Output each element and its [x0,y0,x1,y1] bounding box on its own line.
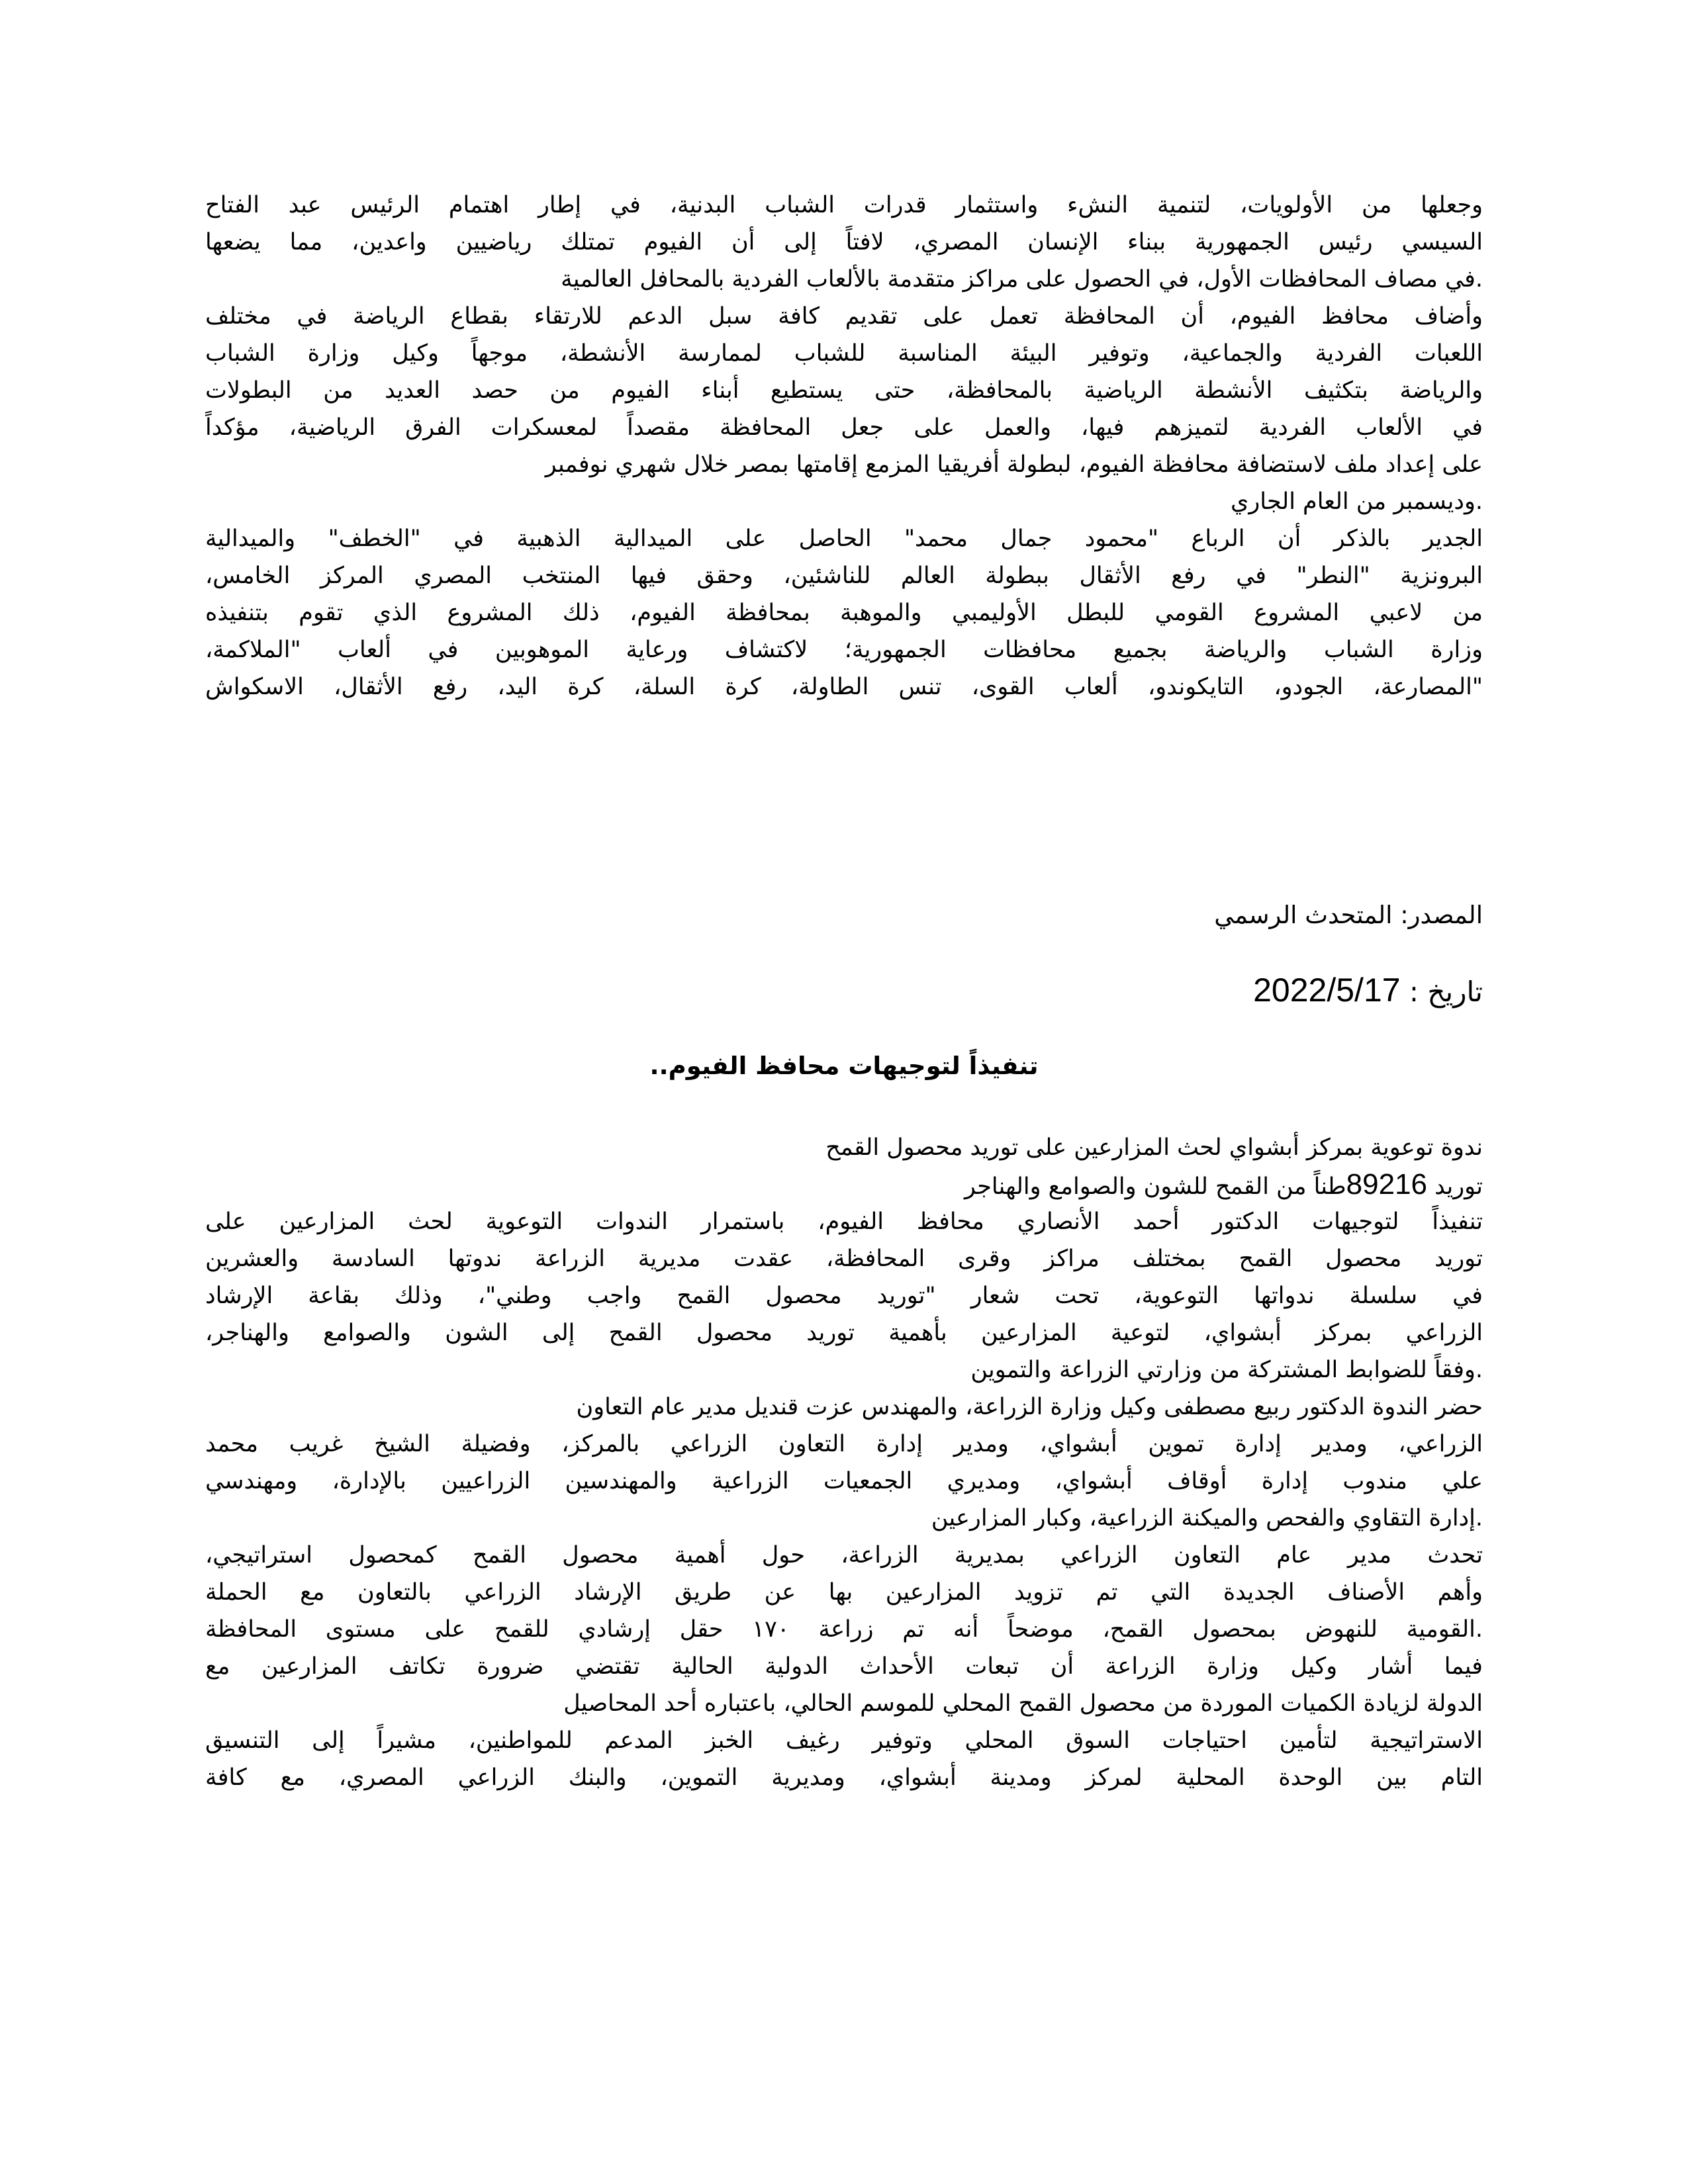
paragraph-line: "المصارعة، الجودو، التايكوندو، ألعاب القوى، تنس الطاولة، كرة السلة، كرة اليد، رفع الأثقال، الاسكواش [205,674,1483,700]
paragraph-line: توريد محصول القمح بمختلف مراكز وقرى المحافظة، عقدت مديرية الزراعة ندوتها السادسة والعشرين [205,1246,1483,1272]
paragraph-line: في الألعاب الفردية لتميزهم فيها، والعمل على جعل المحافظة مقصداً لمعسكرات الفرق الرياضية، مؤكداً [205,414,1483,441]
supply-suffix: طناً من القمح للشون والصوامع والهناجر [964,1173,1346,1200]
supply-prefix: توريد [1434,1173,1483,1200]
headline: تنفيذاً لتوجيهات محافظ الفيوم.. [649,1052,1039,1080]
paragraph-line: البرونزية "النطر" في رفع الأثقال ببطولة العالم للناشئين، وحقق فيها المنتخب المصري المركز الخامس، [205,563,1483,589]
paragraph-line: والرياضة بتكثيف الأنشطة الرياضية بالمحافظة، حتى يستطيع أبناء الفيوم من حصد العديد من البطولات [205,377,1483,404]
paragraph-line: الزراعي، ومدير إدارة تموين أبشواي، ومدير إدارة التعاون الزراعي بالمركز، وفضيلة الشيخ غريب محمد [205,1431,1483,1457]
paragraph-line: الزراعي بمركز أبشواي، لتوعية المزارعين بأهمية توريد محصول القمح إلى الشون والصوامع والهناجر، [205,1320,1483,1346]
paragraph-line: في سلسلة ندواتها التوعوية، تحت شعار "توريد محصول القمح واجب وطني"، وذلك بقاعة الإرشاد [205,1283,1483,1309]
paragraph-line: وجعلها من الأولويات، لتنمية النشء واستثمار قدرات الشباب البدنية، في إطار اهتمام الرئيس عبد الفتاح [205,192,1483,218]
paragraph-line: علي مندوب إدارة أوقاف أبشواي، ومديري الجمعيات الزراعية والمهندسين الزراعيين بالإدارة، ومهندسي [205,1468,1483,1494]
source-credit: المصدر: المتحدث الرسمي [1214,901,1483,929]
paragraph-line: التام بين الوحدة المحلية لمركز ومدينة أبشواي، ومديرية التموين، والبنك الزراعي المصري، مع كافة [205,1764,1483,1791]
article-body [205,1129,1483,1796]
paragraph-line: حضر الندوة الدكتور ربيع مصطفى وكيل وزارة الزراعة، والمهندس عزت قنديل مدير عام التعاون [576,1394,1483,1420]
paragraph-line: .وديسمبر من العام الجاري [1230,488,1483,515]
paragraph-line: وزارة الشباب والرياضة بجميع محافظات الجمهورية؛ لاكتشاف ورعاية الموهوبين في ألعاب "الملاكمة، [205,637,1483,663]
paragraph-line: الدولة لزيادة الكميات الموردة من محصول القمح المحلي للموسم الحالي، باعتباره أحد المحاصيل [563,1690,1483,1717]
paragraph-line: فيما أشار وكيل وزارة الزراعة أن تبعات الأحداث الدولية الحالية تقتضي ضرورة تكاتف المزارعين مع [205,1653,1483,1680]
paragraph-line: السيسي رئيس الجمهورية ببناء الإنسان المصري، لافتاً إلى أن الفيوم تمتلك رياضيين واعدين، مما يضعها [205,229,1483,255]
paragraph-line: الجدير بالذكر أن الرباع "محمود جمال محمد" الحاصل على الميدالية الذهبية في "الخطف" والميدالية [205,525,1483,552]
article-title-line: ندوة توعوية بمركز أبشواي لحث المزارعين على توريد محصول القمح [825,1134,1483,1161]
article-body-continued [205,187,1483,705]
supply-number: 89216 [1346,1168,1428,1201]
date-label: تاريخ : [1409,976,1483,1008]
paragraph-line: .القومية للنهوض بمحصول القمح، موضحاً أنه تم زراعة ١٧٠ حقل إرشادي للقمح على مستوى المحافظة [205,1616,1483,1643]
supply-line [205,1166,1483,1203]
paragraph-line: تحدث مدير عام التعاون الزراعي بمديرية الزراعة، حول أهمية محصول القمح كمحصول استراتيجي، [205,1542,1483,1569]
date-line [205,970,1483,1012]
paragraph-line: اللعبات الفردية والجماعية، وتوفير البيئة المناسبة للشباب لممارسة الأنشطة، موجهاً وكيل وزارة الشباب [205,340,1483,367]
paragraph-line: وأهم الأصناف الجديدة التي تم تزويد المزارعين بها عن طريق الإرشاد الزراعي بالتعاون مع الحملة [205,1579,1483,1606]
paragraph-line: من لاعبي المشروع القومي للبطل الأوليمبي والموهبة بمحافظة الفيوم، ذلك المشروع الذي تقوم بتنفيذه [205,600,1483,626]
paragraph-line: تنفيذاً لتوجيهات الدكتور أحمد الأنصاري محافظ الفيوم، باستمرار الندوات التوعوية لحث المزارعين على [205,1208,1483,1235]
paragraph-line: .في مصاف المحافظات الأول، في الحصول على مراكز متقدمة بالألعاب الفردية بالمحافل العالمية [561,266,1483,293]
paragraph-line: الاستراتيجية لتأمين احتياجات السوق المحلي وتوفير رغيف الخبز المدعم للمواطنين، مشيراً إلى التنسيق [205,1727,1483,1754]
paragraph-line: وأضاف محافظ الفيوم، أن المحافظة تعمل على تقديم كافة سبل الدعم للارتقاء بقطاع الرياضة في مختلف [205,303,1483,330]
paragraph-line: على إعداد ملف لاستضافة محافظة الفيوم، لبطولة أفريقيا المزمع إقامتها بمصر خلال شهري نوفمبر [545,451,1483,478]
paragraph-line: .إدارة التقاوي والفحص والميكنة الزراعية، وكبار المزارعين [931,1505,1483,1531]
date-value: 2022/5/17 [1253,972,1401,1009]
paragraph-line: .وفقاً للضوابط المشتركة من وزارتي الزراعة والتموين [970,1357,1483,1383]
